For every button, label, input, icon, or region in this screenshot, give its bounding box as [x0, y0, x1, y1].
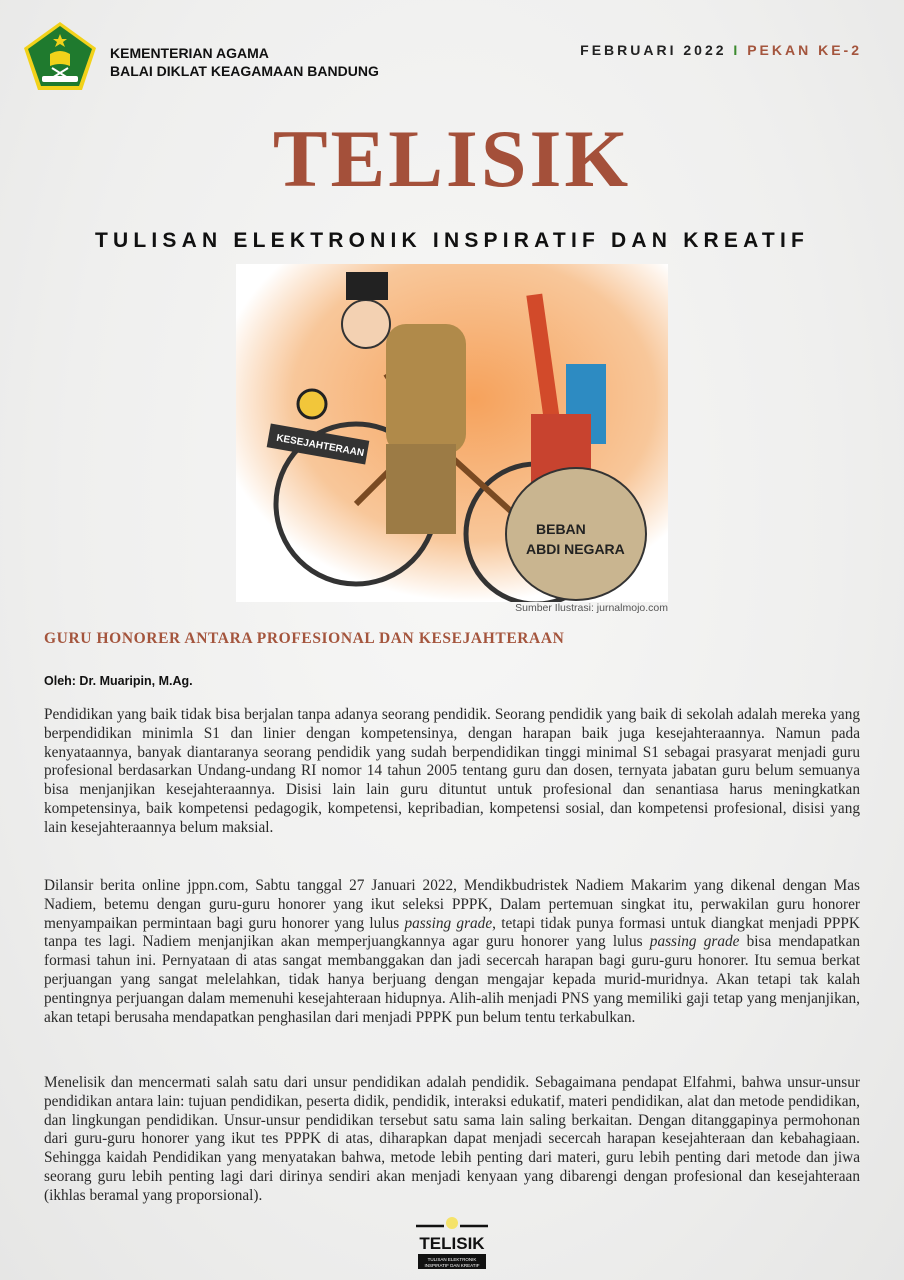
paragraph-text: bisa mendapatkan formasi tahun ini. Pernyataan di atas sangat membanggakan dan jadi secercah harapan bagi guru-guru honorer. Itu semua berkat perjuangan yang sangat melelahkan, tidak hanya berjuang dengan mengajar kepada murid-muridnya. Akan tetapi tak kalah pentingnya perjuangan dalam memenuhi kesejahteraan hidupnya. Alih-alih menjadi PNS yang memiliki gaji tetap yang menjanjikan, akan tetapi berusaha mendapatkan penghasilan dari menjadi PPPK pun belum tentu terkabulkan.: [44, 933, 861, 1026]
italic-term: passing grade: [404, 914, 493, 932]
footer-title: TELISIK: [419, 1234, 485, 1253]
org-line-1: KEMENTERIAN AGAMA: [110, 45, 269, 61]
article-author: Oleh: Dr. Muaripin, M.Ag.: [44, 674, 193, 688]
masthead-subtitle: TULISAN ELEKTRONIK INSPIRATIF DAN KREATIF: [94, 229, 810, 252]
bike-label: KESEJAHTERAAN: [275, 432, 365, 460]
date-week: PEKAN KE-2: [747, 42, 862, 58]
article-paragraph-3: Menelisik dan mencermati salah satu dari unsur pendidikan adalah pendidik. Sebagaimana pendapat Elfahmi, bahwa unsur-unsur pendidikan antara lain: tujuan pendidikan, peserta didik, pendidik, interaksi edukatif, materi pendidikan, alat dan metode pendidikan, dan lingkungan pendidikan. Unsur-unsur pendidikan tersebut satu sama lain saling berkaitan. Dengan ditanggapinya permohonan dari guru-guru honorer yang ikut tes PPPK di atas, diharapkan dapat menjadi secercah harapan kesejahteraan dan kebahagiaan. Sehingga kaidah Pendidikan yang menyatakan bahwa, metode lebih penting dari materi, guru lebih penting dari metode dan jiwa seorang guru lebih penting lagi dari dirinya sendiri akan menjadi kenyaan yang dibarengi dengan profesional dan kesejahteraan (ikhlas beramal yang proporsional).: [44, 1074, 860, 1204]
sack-label-1: BEBAN: [536, 521, 586, 537]
illustration-caption: Sumber Ilustrasi: jurnalmojo.com: [515, 602, 668, 614]
date-month: FEBRUARI 2022: [580, 42, 727, 58]
italic-term: passing grade: [649, 933, 740, 951]
article-paragraph-1: Pendidikan yang baik tidak bisa berjalan tanpa adanya seorang pendidik. Seorang pendidik yang baik di sekolah adalah mereka yang berpendidikan minimla S1 dan linier dengan kompetensinya, dengan harapan baik juga kesejahteraannya. Namun pada kenyataannya, banyak diantaranya seorang pendidik yang sudah berpendidikan tinggi minimal S1 sebagai prasyarat menjadi guru profesional berdasarkan Undang-undang RI nomor 14 tahun 2005 tentang guru dan dosen, ternyata jabatan guru belum semuanya bisa menjanjikan kesejahteraannya. Disisi lain lain guru dituntut untuk profesional dan senantiasa harus meningkatkan kompetensinya, baik kompetensi pedagogik, kompetensi, kepribadian, kompetensi sosial, dan kompetensi profesional, disisi yang lain kesejahteraannya belum maksial.: [44, 706, 860, 836]
sack-label-2: ABDI NEGARA: [526, 541, 625, 557]
paragraph-text: Dilansir berita online jppn.com, Sabtu tanggal 27 Januari 2022, Mendikbudristek Nadiem Makarim yang dikenal dengan Mas Nadiem, betemu dengan guru-guru honorer yang ikut seleksi PPPK, Dalam pertemuan singkat itu, perwakilan guru honorer menyampaikan permintaan bagi guru honorer yang lulus: [44, 877, 860, 932]
lightbulb-icon: [446, 1217, 458, 1229]
footer-tagline-1: TULISAN ELEKTRONIK: [427, 1257, 477, 1262]
date-separator: I: [733, 42, 741, 58]
masthead-title: TELISIK: [272, 113, 632, 204]
paragraph-text: , tetapi tidak punya formasi untuk diangkat menjadi PPPK tanpa tes lagi. Nadiem menjanjikan akan memperjuangkannya agar guru honorer yang lulus: [44, 914, 860, 951]
article-paragraph-2: [44, 877, 860, 1027]
cartoon-illustration: [236, 264, 668, 602]
issue-date: [580, 42, 862, 58]
org-line-2: BALAI DIKLAT KEAGAMAAN BANDUNG: [110, 63, 379, 79]
organization-name: [110, 44, 379, 80]
footer-tagline-2: INSPIRATIF DAN KREATIF: [424, 1263, 480, 1268]
article-headline: GURU HONORER ANTARA PROFESIONAL DAN KESEJAHTERAAN: [44, 630, 565, 647]
telisik-footer-logo: [412, 1213, 492, 1271]
kementerian-agama-logo: [22, 20, 98, 92]
